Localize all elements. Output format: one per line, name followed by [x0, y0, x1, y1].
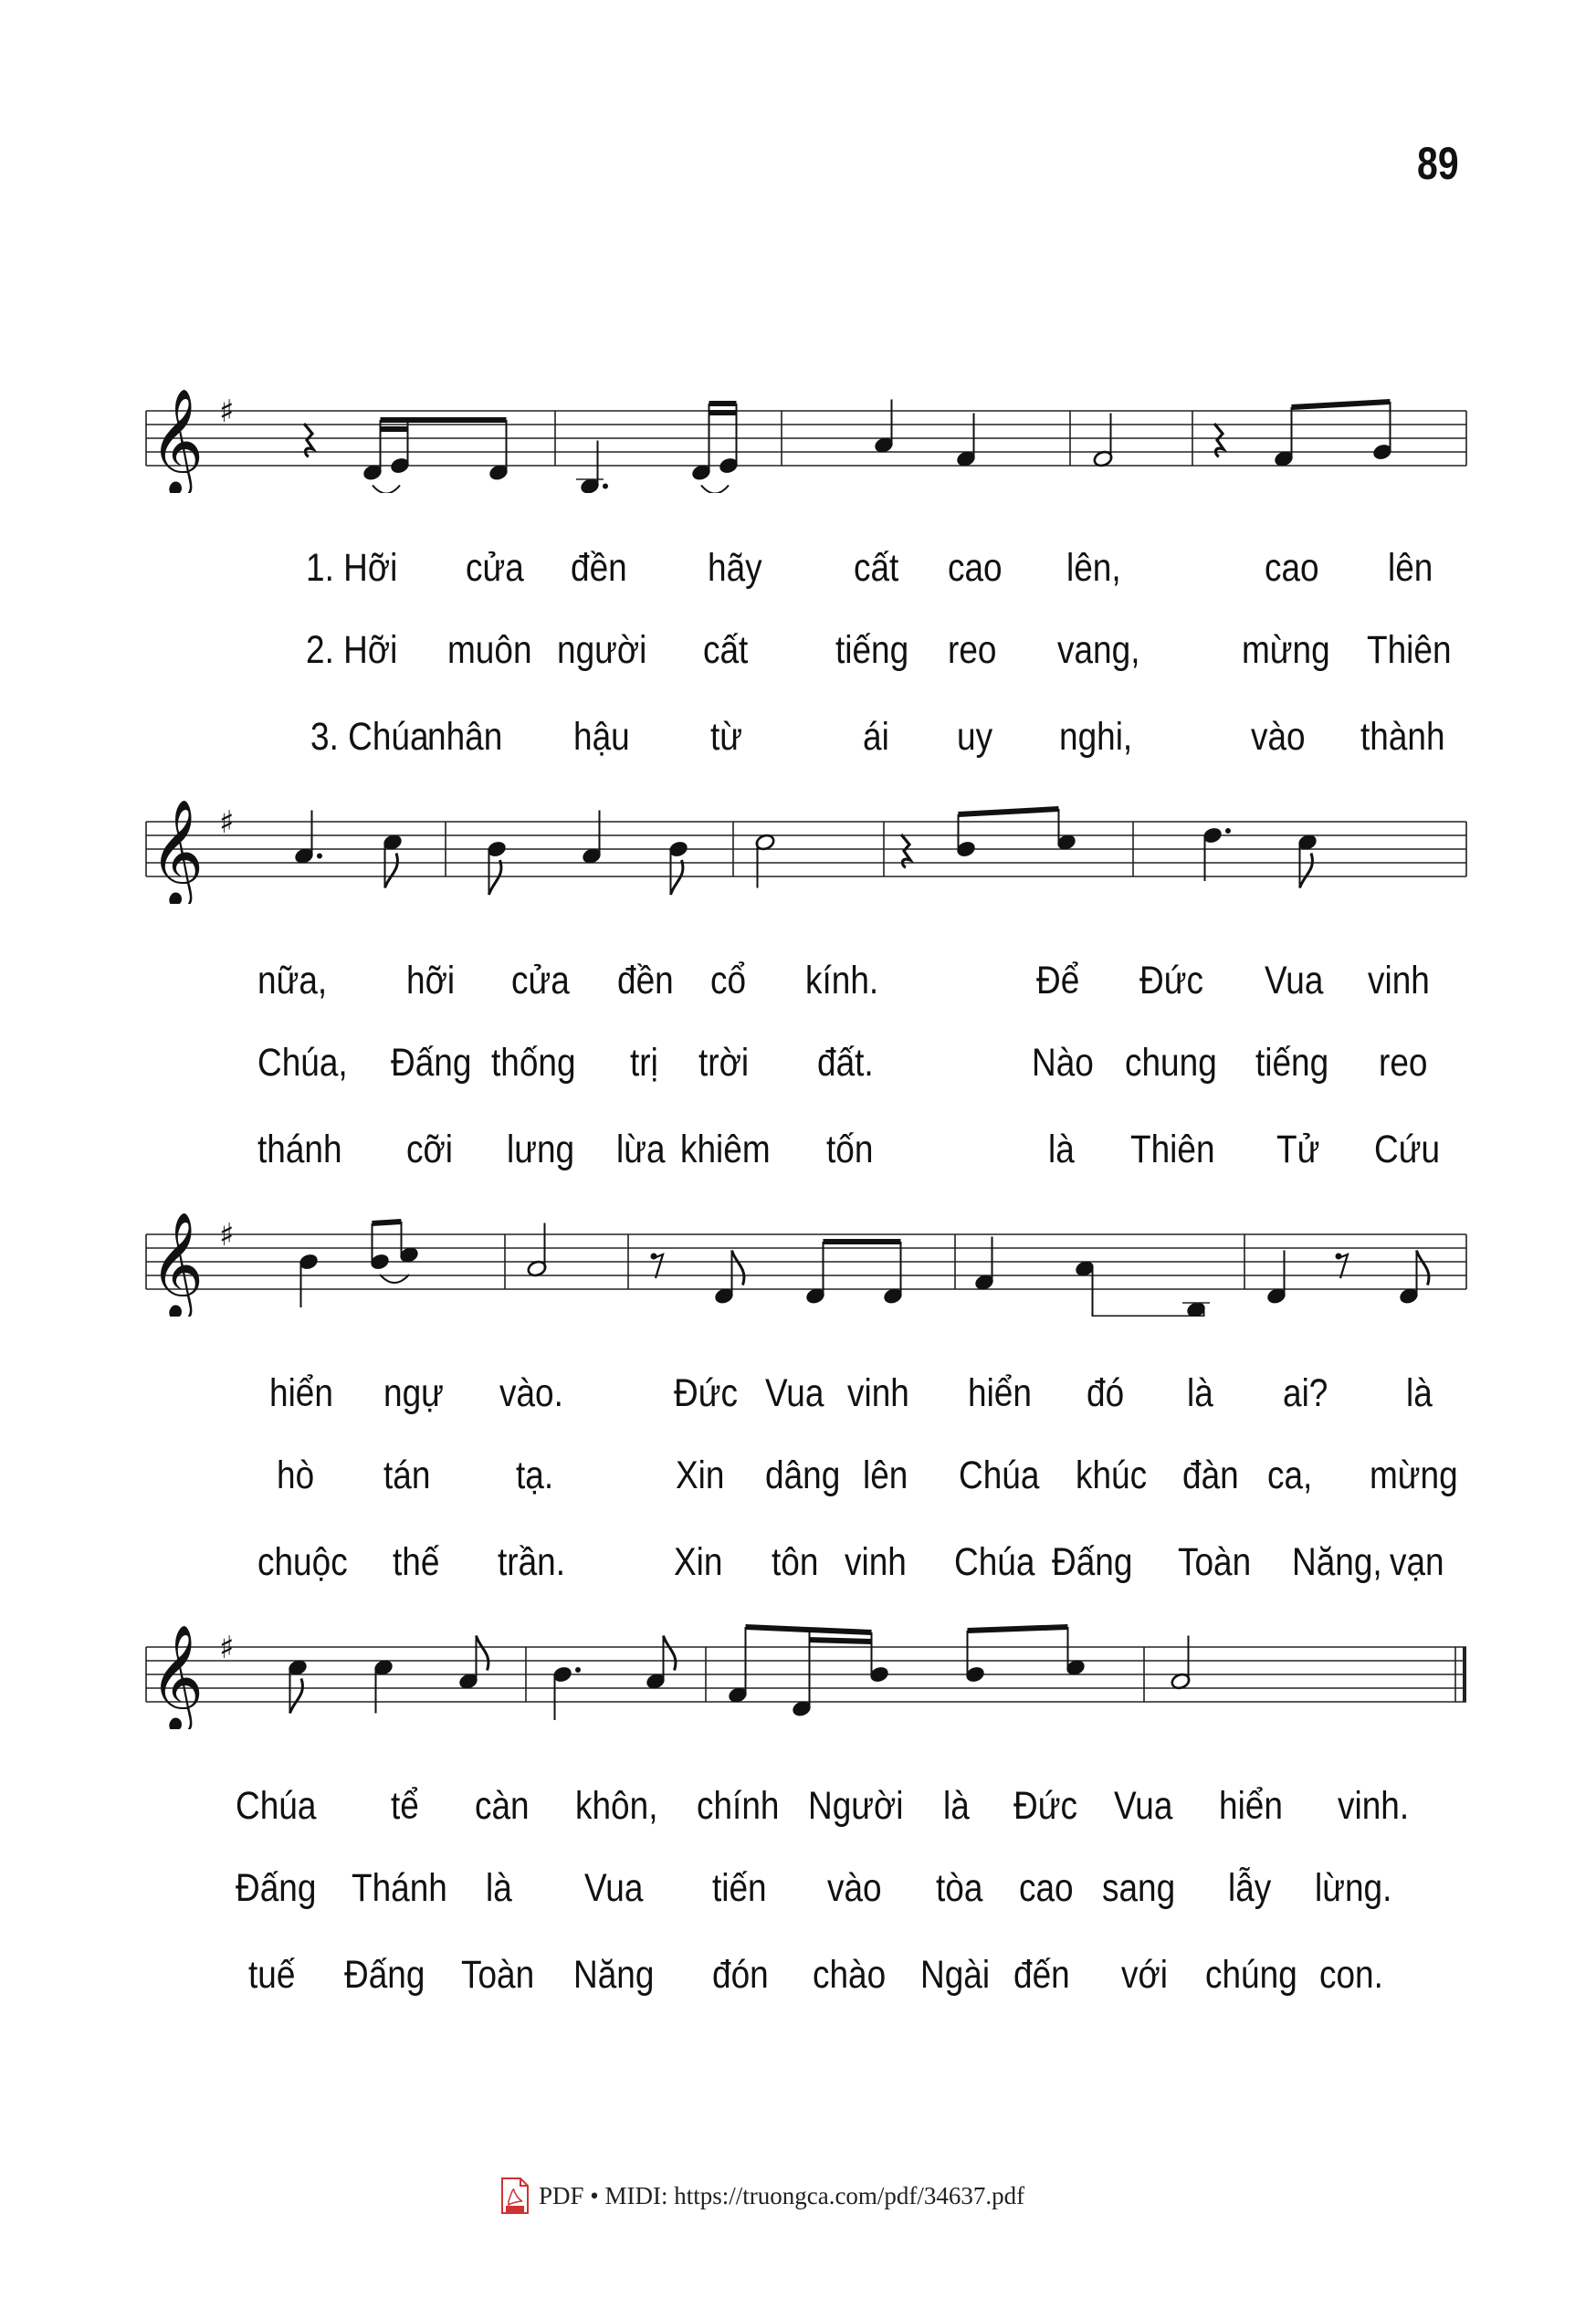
lyric-syllable: mừng — [1370, 1453, 1458, 1497]
note — [805, 1242, 826, 1306]
lyric-line — [0, 1041, 1596, 1105]
lyric-syllable: cổ — [710, 959, 747, 1002]
lyric-syllable: reo — [1379, 1041, 1428, 1085]
lyric-syllable: Thánh — [352, 1866, 447, 1910]
note — [487, 840, 508, 895]
lyric-syllable: mừng — [1242, 628, 1330, 672]
note — [370, 1223, 391, 1271]
lyric-syllable: tiến — [712, 1866, 767, 1910]
music-staff-1 — [144, 383, 1468, 493]
lyric-syllable: ngự — [383, 1371, 444, 1415]
eighth-rest-icon — [1339, 1254, 1348, 1278]
lyric-syllable: tôn — [772, 1540, 819, 1584]
treble-clef-icon: 𝄞 — [150, 387, 205, 493]
lyric-syllable: tán — [383, 1453, 431, 1497]
page-number: 89 — [1417, 138, 1459, 189]
lyric-line — [0, 1371, 1596, 1435]
lyric-syllable: với — [1121, 1953, 1168, 1997]
lyric-syllable: chung — [1125, 1041, 1217, 1085]
lyric-syllable: Người — [808, 1784, 904, 1828]
slur — [701, 486, 729, 494]
lyric-syllable: Chúa, — [257, 1041, 348, 1085]
lyric-syllable: Năng — [573, 1953, 655, 1997]
lyric-syllable: ái — [863, 715, 889, 759]
flag — [290, 1679, 303, 1714]
sharp-sign-icon: ♯ — [219, 393, 235, 430]
lyric-syllable: cao — [1019, 1866, 1074, 1910]
note — [527, 1223, 548, 1278]
lyric-line — [0, 1540, 1596, 1604]
lyric-syllable: con. — [1319, 1953, 1383, 1997]
sharp-sign-icon: ♯ — [219, 1217, 235, 1254]
treble-clef-icon: 𝄞 — [150, 1623, 205, 1729]
note — [668, 840, 689, 895]
note — [965, 1631, 986, 1684]
note — [714, 1251, 744, 1306]
lyric-syllable: Đức — [1139, 959, 1203, 1002]
eighth-rest-icon — [654, 1254, 663, 1278]
lyric-syllable: lừng. — [1315, 1866, 1392, 1910]
beam — [810, 1640, 872, 1642]
note — [728, 1627, 749, 1705]
lyric-syllable: là — [943, 1784, 970, 1828]
lyric-syllable: Chúa — [954, 1540, 1035, 1584]
lyric-syllable: là — [1048, 1128, 1075, 1171]
lyric-syllable: hiển — [1219, 1784, 1283, 1828]
lyric-syllable: là — [486, 1866, 512, 1910]
lyric-syllable: Để — [1036, 959, 1080, 1002]
lyric-syllable: muôn — [447, 628, 532, 672]
lyric-line — [0, 1128, 1596, 1191]
lyric-line — [0, 959, 1596, 1023]
lyric-syllable: Năng, — [1292, 1540, 1382, 1584]
note — [956, 414, 977, 468]
music-staff-2 — [144, 794, 1468, 904]
note — [582, 811, 603, 866]
lyric-syllable: tiếng — [1255, 1041, 1329, 1085]
lyric-syllable: đàn — [1182, 1453, 1239, 1497]
lyric-syllable: chuộc — [257, 1540, 348, 1584]
lyric-syllable: Đấng — [236, 1866, 317, 1910]
lyric-syllable: tốn — [826, 1128, 874, 1171]
lyric-syllable: hỡi — [406, 959, 456, 1002]
lyric-line — [0, 715, 1596, 779]
note — [1266, 1251, 1287, 1306]
lyric-syllable: vinh — [1368, 959, 1430, 1002]
lyric-syllable: vinh — [847, 1371, 909, 1415]
lyric-syllable: thánh — [257, 1128, 342, 1171]
note — [576, 441, 608, 494]
lyric-syllable: Đấng — [391, 1041, 472, 1085]
lyric-syllable: Thiên — [1367, 628, 1452, 672]
beam — [373, 1222, 402, 1223]
lyric-syllable: cất — [854, 546, 899, 590]
note — [1182, 1300, 1210, 1317]
lyric-syllable: thành — [1360, 715, 1445, 759]
lyric-syllable: từ — [710, 715, 743, 759]
lyric-syllable: Nào — [1032, 1041, 1094, 1085]
note — [691, 404, 712, 482]
lyric-syllable: Xin — [674, 1540, 723, 1584]
lyric-syllable: Vua — [1265, 959, 1324, 1002]
lyric-syllable: Thiên — [1130, 1128, 1215, 1171]
lyric-syllable: sang — [1102, 1866, 1176, 1910]
lyric-syllable: vinh — [845, 1540, 907, 1584]
lyric-syllable: hãy — [708, 546, 762, 590]
lyric-syllable: đền — [617, 959, 674, 1002]
slur — [373, 486, 400, 494]
lyric-line — [0, 1953, 1596, 2017]
lyric-syllable: cửa — [466, 546, 524, 590]
lyric-syllable: là — [1187, 1371, 1213, 1415]
lyric-syllable: cao — [1265, 546, 1319, 590]
lyric-syllable: đó — [1087, 1371, 1125, 1415]
lyric-syllable: thế — [393, 1540, 440, 1584]
lyric-syllable: 1. Hỡi — [306, 546, 398, 590]
lyric-syllable: tiếng — [835, 628, 909, 672]
lyric-syllable: người — [557, 628, 647, 672]
lyric-syllable: Đấng — [344, 1953, 425, 1997]
lyric-syllable: Vua — [765, 1371, 824, 1415]
lyric-line — [0, 628, 1596, 692]
note — [883, 1242, 904, 1306]
pdf-file-icon — [500, 2177, 530, 2214]
lyric-syllable: lẫy — [1228, 1866, 1272, 1910]
lyric-syllable: ai? — [1283, 1371, 1328, 1415]
lyric-syllable: hậu — [573, 715, 630, 759]
lyric-line — [0, 1453, 1596, 1517]
note — [373, 1658, 394, 1713]
lyric-syllable: Chúa — [236, 1784, 317, 1828]
note — [1075, 1259, 1096, 1317]
note — [1297, 833, 1318, 887]
note — [974, 1237, 995, 1292]
lyric-syllable: thống — [491, 1041, 576, 1085]
lyric-syllable: reo — [948, 628, 997, 672]
lyric-syllable: nữa, — [257, 959, 328, 1002]
lyric-syllable: nhân — [427, 715, 503, 759]
lyric-syllable: kính. — [805, 959, 879, 1002]
lyric-syllable: vào. — [499, 1371, 563, 1415]
lyric-syllable: lên, — [1066, 546, 1121, 590]
lyric-syllable: vang, — [1057, 628, 1140, 672]
lyric-syllable: trị — [630, 1041, 658, 1085]
note — [488, 420, 509, 482]
treble-clef-icon: 𝄞 — [150, 1211, 205, 1317]
music-staff-3 — [144, 1207, 1468, 1317]
lyric-syllable: là — [1406, 1371, 1433, 1415]
lyric-syllable: nghi, — [1059, 715, 1133, 759]
lyric-syllable: hò — [277, 1453, 315, 1497]
lyric-syllable: tạ. — [516, 1453, 554, 1497]
lyric-syllable: Chúa — [959, 1453, 1040, 1497]
lyric-syllable: chính — [697, 1784, 780, 1828]
lyric-syllable: dâng — [765, 1453, 841, 1497]
note — [299, 1253, 320, 1307]
lyric-syllable: vạn — [1390, 1540, 1444, 1584]
treble-clef-icon: 𝄞 — [150, 798, 205, 904]
lyric-syllable: đền — [571, 546, 627, 590]
lyric-syllable: cao — [948, 546, 1003, 590]
lyric-syllable: vào — [827, 1866, 882, 1910]
lyric-syllable: hiển — [968, 1371, 1032, 1415]
note — [1066, 1627, 1087, 1677]
note — [288, 1658, 309, 1713]
note — [869, 1632, 890, 1684]
beam — [968, 1627, 1068, 1631]
lyric-syllable: Toàn — [461, 1953, 535, 1997]
lyric-syllable: khúc — [1076, 1453, 1148, 1497]
source-footer — [500, 2173, 1024, 2219]
note — [1399, 1251, 1429, 1306]
lyric-syllable: ca, — [1267, 1453, 1313, 1497]
beam — [959, 809, 1059, 814]
note — [646, 1636, 676, 1691]
lyric-syllable: tuế — [248, 1953, 296, 1997]
lyric-syllable: trần. — [498, 1540, 566, 1584]
lyric-syllable: tòa — [936, 1866, 983, 1910]
sharp-sign-icon: ♯ — [219, 1630, 235, 1666]
lyric-syllable: Vua — [1114, 1784, 1173, 1828]
lyric-syllable: Đức — [1013, 1784, 1077, 1828]
flag — [1300, 854, 1313, 888]
note — [399, 1222, 420, 1264]
lyric-syllable: lừa — [616, 1128, 666, 1171]
lyric-line — [0, 1784, 1596, 1848]
lyric-syllable: Đức — [674, 1371, 738, 1415]
note — [874, 400, 895, 455]
beam — [1292, 402, 1391, 407]
lyric-syllable: vinh. — [1338, 1784, 1410, 1828]
note — [294, 811, 322, 866]
lyric-syllable: Vua — [584, 1866, 644, 1910]
flag — [385, 854, 398, 888]
note — [1056, 809, 1077, 852]
note — [1171, 1636, 1192, 1691]
lyric-syllable: chào — [813, 1953, 887, 1997]
lyric-syllable: khiêm — [680, 1128, 771, 1171]
note — [1202, 826, 1231, 881]
lyric-syllable: 3. Chúa — [310, 715, 429, 759]
lyric-syllable: đón — [712, 1953, 769, 1997]
lyric-syllable: đến — [1013, 1953, 1070, 1997]
note — [552, 1665, 581, 1720]
lyric-syllable: Toàn — [1178, 1540, 1252, 1584]
lyric-syllable: 2. Hỡi — [306, 628, 398, 672]
beam — [746, 1627, 872, 1632]
lyric-line — [0, 546, 1596, 610]
lyric-syllable: cất — [703, 628, 749, 672]
lyric-syllable: Xin — [676, 1453, 725, 1497]
lyric-syllable: lưng — [507, 1128, 575, 1171]
lyric-syllable: tể — [391, 1784, 419, 1828]
note — [383, 833, 404, 887]
lyric-syllable: cửa — [511, 959, 570, 1002]
lyric-syllable: Đấng — [1052, 1540, 1133, 1584]
footer-link[interactable]: PDF • MIDI: https://truongca.com/pdf/34637.pdf — [539, 2181, 1025, 2209]
lyric-syllable: trời — [698, 1041, 750, 1085]
lyric-syllable: Cứu — [1374, 1128, 1441, 1171]
music-staff-4 — [144, 1620, 1468, 1729]
lyric-syllable: khôn, — [575, 1784, 658, 1828]
sharp-sign-icon: ♯ — [219, 804, 235, 841]
note — [362, 420, 383, 482]
lyric-line — [0, 1866, 1596, 1930]
note — [755, 833, 776, 887]
lyric-syllable: lên — [863, 1453, 908, 1497]
lyric-syllable: hiển — [269, 1371, 333, 1415]
note — [1093, 414, 1114, 468]
lyric-syllable: Ngài — [920, 1953, 991, 1997]
lyric-syllable: lên — [1388, 546, 1433, 590]
lyric-syllable: vào — [1251, 715, 1306, 759]
lyric-syllable: càn — [475, 1784, 530, 1828]
lyric-syllable: cỡi — [406, 1128, 453, 1171]
lyric-syllable: uy — [957, 715, 993, 759]
note — [458, 1636, 488, 1691]
lyric-syllable: chúng — [1205, 1953, 1297, 1997]
lyric-syllable: Tử — [1276, 1128, 1320, 1171]
lyric-syllable: đất. — [817, 1041, 874, 1085]
